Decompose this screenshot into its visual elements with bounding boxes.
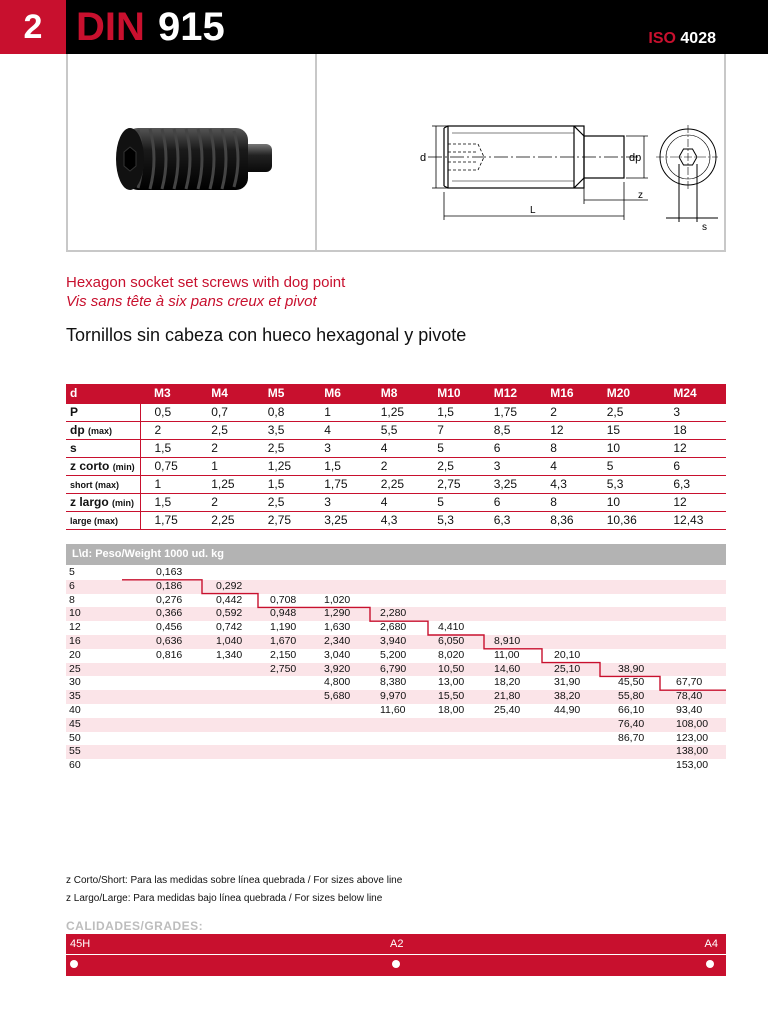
weight-row-length: 60 [69,759,81,772]
dims-cell: 5 [423,493,480,511]
dims-row-label-qualifier: large (max) [70,516,119,526]
weight-cell: 1,630 [324,621,351,634]
weight-cell: 31,90 [554,676,581,689]
weight-row-length: 45 [69,717,81,730]
weight-row-length: 20 [69,648,81,661]
dims-cell: 3 [310,493,367,511]
image-divider [315,54,317,250]
dims-cell: 8,36 [536,511,593,529]
dims-cell: 4,3 [536,475,593,493]
short-large-boundary-line [66,566,726,773]
weight-cell: 123,00 [676,731,709,744]
dims-cell: 3,25 [480,475,537,493]
dims-row [66,493,726,511]
weight-cell: 3,040 [324,648,351,661]
dims-cell: 2,25 [367,475,424,493]
dims-cell: 3 [310,439,367,457]
page-header [0,0,768,54]
weight-cell: 25,10 [554,662,581,675]
dims-cell: 2,5 [254,493,311,511]
dims-cell: 1 [140,475,197,493]
dims-cell: 1,75 [480,403,537,421]
dims-col-m3: M3 [140,384,197,403]
dims-cell: 2 [197,439,254,457]
weight-cell: 66,10 [618,703,645,716]
weight-row-length: 50 [69,731,81,744]
dims-cell: 5,3 [593,475,660,493]
grade-a4: A4 [704,938,718,950]
dims-cell: 3 [659,403,726,421]
dims-cell: 2 [536,403,593,421]
iso-number: 4028 [680,30,716,47]
dims-cell: 1,25 [367,403,424,421]
weight-cell: 0,366 [156,607,183,620]
dims-cell: 4 [310,421,367,439]
dims-cell: 4 [367,439,424,457]
dims-row-label-main: s [70,441,77,455]
weight-cell: 0,442 [216,593,243,606]
dims-row-label-qualifier: (min) [112,462,135,472]
weight-cell: 0,592 [216,607,243,620]
weight-cell: 18,00 [438,703,465,716]
weight-cell: 8,910 [494,634,521,647]
dims-cell: 15 [593,421,660,439]
weight-cell: 0,163 [156,566,183,578]
weight-row-length: 5 [69,566,75,578]
dims-cell: 1,5 [310,457,367,475]
weight-row-length: 16 [69,634,81,647]
dims-col-d: d [66,384,140,403]
weight-cell: 1,040 [216,634,243,647]
weight-cell: 0,276 [156,593,183,606]
weight-cell: 67,70 [676,676,703,689]
weight-cell: 138,00 [676,745,709,758]
weight-cell: 15,50 [438,690,465,703]
drawing-label-L: L [530,205,536,216]
weight-cell: 1,340 [216,648,243,661]
weight-table-title: L\d: Peso/Weight 1000 ud. kg [66,544,726,565]
weight-row-length: 55 [69,745,81,758]
dims-cell: 1,75 [140,511,197,529]
dims-col-m8: M8 [367,384,424,403]
dims-cell: 8,5 [480,421,537,439]
weight-cell: 0,816 [156,648,183,661]
dims-cell: 2 [140,421,197,439]
dims-row-label-main: dp [70,423,85,437]
dims-cell: 2,25 [197,511,254,529]
dims-row [66,511,726,529]
weight-cell: 11,60 [380,703,406,716]
weight-row-length: 35 [69,690,81,703]
dims-cell: 2,5 [423,457,480,475]
dims-cell: 2,5 [254,439,311,457]
dims-cell: 0,5 [140,403,197,421]
title-french: Vis sans tête à six pans creux et pivot [66,293,317,310]
dims-cell: 5,5 [367,421,424,439]
dims-col-m24: M24 [659,384,726,403]
dims-cell: 6 [659,457,726,475]
dims-cell: 12,43 [659,511,726,529]
weight-cell: 38,90 [618,662,645,675]
grade-a2-dot [392,960,400,968]
footnote-short: z Corto/Short: Para las medidas sobre línea quebrada / For sizes above line [66,875,403,886]
dims-cell: 1,5 [423,403,480,421]
weight-cell: 153,00 [676,759,709,772]
iso-reference [648,30,716,48]
dims-cell: 3 [480,457,537,475]
title-spanish: Tornillos sin cabeza con hueco hexagonal y pivote [66,325,467,345]
dims-cell: 7 [423,421,480,439]
weight-cell: 5,680 [324,690,351,703]
dims-row [66,421,726,439]
dims-cell: 4 [367,493,424,511]
dims-row-label [66,493,140,511]
weight-cell: 2,340 [324,634,351,647]
drawing-label-s: s [702,222,707,233]
dims-row-label-qualifier: short (max) [70,480,120,490]
drawing-label-dp: dp [629,152,642,164]
section-number: 2 [0,0,66,54]
dims-cell: 1,25 [197,475,254,493]
weight-cell: 21,80 [494,690,521,703]
weight-row-length: 25 [69,662,81,675]
dims-cell: 1,5 [140,439,197,457]
weight-cell: 1,190 [270,621,297,634]
weight-row-length: 8 [69,593,75,606]
dims-cell: 0,7 [197,403,254,421]
weight-cell: 2,150 [270,648,297,661]
weight-cell: 3,920 [324,662,351,675]
weight-cell: 2,750 [270,662,297,675]
standard-number: 915 [158,5,225,49]
grades-divider [66,954,726,955]
dims-cell: 2 [367,457,424,475]
weight-cell: 13,00 [438,676,465,689]
dims-cell: 10,36 [593,511,660,529]
weight-cell: 38,20 [554,690,581,703]
weight-cell: 5,200 [380,648,407,661]
dims-row-label-main: P [70,405,79,419]
weight-cell: 14,60 [494,662,521,675]
weight-cell: 0,742 [216,621,243,634]
dims-cell: 10 [593,439,660,457]
dims-cell: 6,3 [480,511,537,529]
weight-cell: 6,790 [380,662,407,675]
weight-cell: 3,940 [380,634,407,647]
weight-cell: 25,40 [494,703,521,716]
dims-cell: 1 [310,403,367,421]
product-image-box [66,54,726,252]
dims-cell: 3,5 [254,421,311,439]
title-english: Hexagon socket set screws with dog point [66,274,346,291]
dims-cell: 5 [593,457,660,475]
weight-cell: 45,50 [618,676,645,689]
grade-45h: 45H [70,938,91,950]
iso-label: ISO [648,30,676,47]
dims-row [66,403,726,421]
dims-col-m6: M6 [310,384,367,403]
dims-row-label [66,439,140,457]
weight-cell: 8,380 [380,676,407,689]
dims-row-label [66,475,140,493]
dims-cell: 6 [480,439,537,457]
dims-row-label-main: z largo [70,495,109,509]
dims-cell: 1,5 [140,493,197,511]
weight-cell: 20,10 [554,648,581,661]
dims-row-label-main: z corto [70,459,110,473]
dims-cell: 10 [593,493,660,511]
dimensions-header-row [66,384,726,403]
weight-cell: 86,70 [618,731,645,744]
dims-row [66,475,726,493]
weight-cell: 11,00 [494,648,520,661]
weight-cell: 93,40 [676,703,703,716]
dims-cell: 1,75 [310,475,367,493]
dims-cell: 2 [197,493,254,511]
weight-cell: 6,050 [438,634,465,647]
grades-bar [66,934,726,976]
weight-cell: 0,636 [156,634,183,647]
weight-cell: 2,280 [380,607,407,620]
weight-cell: 108,00 [676,717,709,730]
weight-cell: 0,948 [270,607,297,620]
dims-cell: 4 [536,457,593,475]
dims-cell: 0,75 [140,457,197,475]
dims-row-label [66,457,140,475]
grades-title: CALIDADES/GRADES: [66,919,204,933]
dims-row-label-qualifier: (max) [88,426,113,436]
weight-cell: 0,708 [270,593,297,606]
weight-cell: 10,50 [438,662,465,675]
dims-cell: 2,75 [423,475,480,493]
dims-row [66,439,726,457]
weight-cell: 9,970 [380,690,407,703]
weight-cell: 4,410 [438,621,465,634]
dims-cell: 3,25 [310,511,367,529]
grade-45h-dot [70,960,78,968]
dims-cell: 18 [659,421,726,439]
weight-cell: 1,020 [324,593,351,606]
weight-row-length: 6 [69,579,75,592]
grade-a2: A2 [390,938,404,950]
drawing-label-d: d [420,152,427,164]
dims-cell: 6,3 [659,475,726,493]
dims-row-label-qualifier: (min) [112,498,135,508]
weight-cell: 44,90 [554,703,581,716]
dims-cell: 0,8 [254,403,311,421]
weight-cell: 0,292 [216,579,243,592]
dims-col-m10: M10 [423,384,480,403]
screw-photo [98,114,278,204]
grade-a4-dot [706,960,714,968]
weight-cell: 8,020 [438,648,465,661]
dims-cell: 8 [536,439,593,457]
weight-cell: 0,456 [156,621,183,634]
weight-cell: 55,80 [618,690,645,703]
dims-cell: 12 [536,421,593,439]
dims-row [66,457,726,475]
dims-cell: 1 [197,457,254,475]
footnote-large: z Largo/Large: Para medidas bajo línea quebrada / For sizes below line [66,893,383,904]
weight-row-length: 10 [69,607,81,620]
weight-cell: 1,290 [324,607,351,620]
drawing-label-z: z [638,190,643,201]
dims-cell: 2,5 [593,403,660,421]
dims-cell: 12 [659,493,726,511]
weight-table [66,566,726,773]
technical-drawing [348,114,718,234]
dims-cell: 6 [480,493,537,511]
dims-cell: 1,5 [254,475,311,493]
weight-row-length: 12 [69,621,81,634]
dims-cell: 5 [423,439,480,457]
stair-path [122,580,726,690]
weight-cell: 76,40 [618,717,645,730]
dims-cell: 1,25 [254,457,311,475]
dims-cell: 12 [659,439,726,457]
dims-row-label [66,511,140,529]
dims-col-m5: M5 [254,384,311,403]
weight-cell: 0,186 [156,579,183,592]
weight-cell: 1,670 [270,634,297,647]
dims-col-m16: M16 [536,384,593,403]
weight-cell: 78,40 [676,690,703,703]
dims-col-m20: M20 [593,384,660,403]
dims-cell: 5,3 [423,511,480,529]
dims-col-m4: M4 [197,384,254,403]
dims-cell: 2,5 [197,421,254,439]
dims-row-label [66,421,140,439]
weight-row-length: 30 [69,676,81,689]
standard-prefix: DIN [76,5,145,49]
dims-cell: 4,3 [367,511,424,529]
dims-col-m12: M12 [480,384,537,403]
weight-row-length: 40 [69,703,81,716]
weight-cell: 4,800 [324,676,351,689]
dims-cell: 2,75 [254,511,311,529]
weight-cell: 18,20 [494,676,521,689]
dims-row-label [66,403,140,421]
weight-cell: 2,680 [380,621,407,634]
dimensions-table [66,384,726,530]
dims-cell: 8 [536,493,593,511]
